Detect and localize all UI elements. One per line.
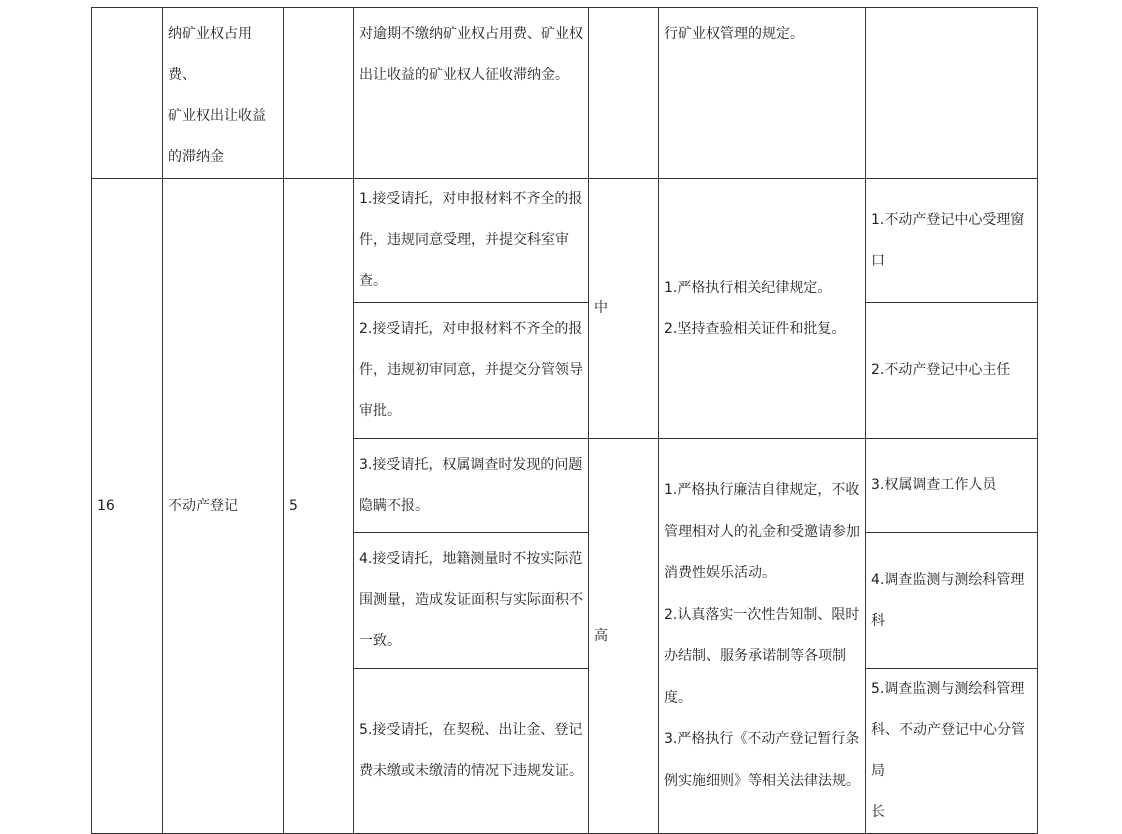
responsible-cell: 3.权属调查工作人员 (866, 439, 1038, 533)
responsible-cell: 4.调查监测与测绘科管理 科 (866, 533, 1038, 669)
count-cell (284, 8, 354, 179)
risk-level-cell: 高 (589, 439, 659, 834)
risk-point-cell: 2.接受请托，对申报材料不齐全的报 件，违规初审同意，并提交分管领导 审批。 (354, 303, 589, 439)
risk-table (91, 7, 1038, 834)
risk-point-cell: 1.接受请托，对申报材料不齐全的报 件，违规同意受理，并提交科室审查。 (354, 179, 589, 303)
item-name-cell: 不动产登记 (163, 179, 284, 834)
risk-level-cell: 中 (589, 179, 659, 439)
table-row-continued (92, 8, 1038, 179)
level-cell (589, 8, 659, 179)
risk-point-cell: 4.接受请托，地籍测量时不按实际范 围测量，造成发证面积与实际面积不 一致。 (354, 533, 589, 669)
index-cell: 16 (92, 179, 163, 834)
item-name-cell: 纳矿业权占用费、 矿业权出让收益 的滞纳金 (163, 8, 284, 179)
risk-point-cell: 对逾期不缴纳矿业权占用费、矿业权 出让收益的矿业权人征收滞纳金。 (354, 8, 589, 179)
measure-cell: 1.严格执行相关纪律规定。 2.坚持查验相关证件和批复。 (659, 179, 866, 439)
count-cell: 5 (284, 179, 354, 834)
responsible-cell: 5.调查监测与测绘科管理 科、不动产登记中心分管局 长 (866, 669, 1038, 834)
risk-point-cell: 5.接受请托，在契税、出让金、登记 费未缴或未缴清的情况下违规发证。 (354, 669, 589, 834)
table-row-risk-1 (92, 179, 1038, 303)
measure-cell: 1.严格执行廉洁自律规定，不收 管理相对人的礼金和受邀请参加 消费性娱乐活动。 2.认真落实一次性告知制、限时 办结制、服务承诺制等各项制度。 3.严格执行《不动产登记暂行条 例实施细则》等相关法律法规。 (659, 439, 866, 834)
responsible-cell (866, 8, 1038, 179)
measure-cell: 行矿业权管理的规定。 (659, 8, 866, 179)
responsible-cell: 1.不动产登记中心受理窗 口 (866, 179, 1038, 303)
risk-point-cell: 3.接受请托，权属调查时发现的问题 隐瞒不报。 (354, 439, 589, 533)
responsible-cell: 2.不动产登记中心主任 (866, 303, 1038, 439)
index-cell (92, 8, 163, 179)
